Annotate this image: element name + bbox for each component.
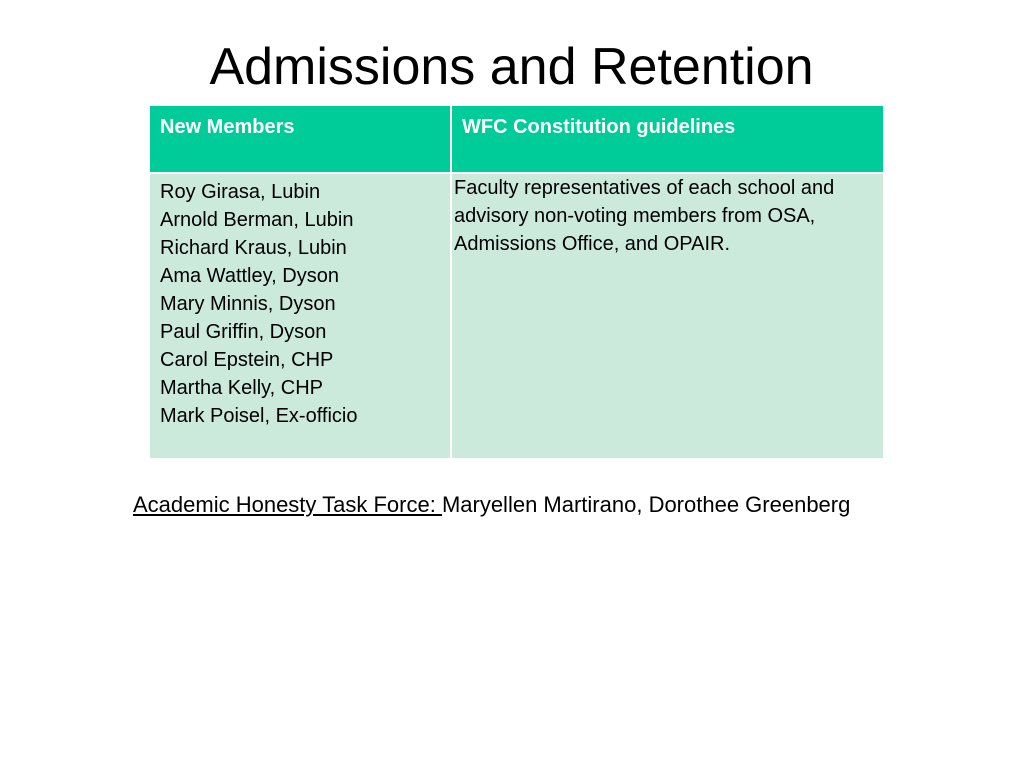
list-item: Carol Epstein, CHP	[160, 349, 334, 371]
task-force-label: Academic Honesty Task Force:	[133, 492, 442, 517]
header-new-members: New Members	[149, 105, 451, 173]
table-row	[149, 173, 884, 459]
list-item: Richard Kraus, Lubin	[160, 237, 347, 259]
list-item: Mary Minnis, Dyson	[160, 293, 336, 315]
list-item: Paul Griffin, Dyson	[160, 321, 327, 343]
guidelines-cell: Faculty representatives of each school and advisory non-voting members from OSA, Admissions Office, and OPAIR.	[451, 173, 884, 459]
task-force-note	[133, 491, 873, 519]
task-force-names: Maryellen Martirano, Dorothee Greenberg	[441, 492, 851, 517]
header-wfc-guidelines: WFC Constitution guidelines	[451, 105, 884, 173]
list-item: Roy Girasa, Lubin	[160, 181, 321, 203]
members-table-container	[148, 104, 885, 460]
slide-title: Admissions and Retention	[209, 38, 814, 96]
members-table	[148, 104, 885, 460]
new-members-cell	[149, 173, 451, 459]
list-item: Martha Kelly, CHP	[160, 377, 324, 399]
list-item: Mark Poisel, Ex-officio	[160, 405, 358, 427]
list-item: Arnold Berman, Lubin	[160, 209, 354, 231]
list-item: Ama Wattley, Dyson	[160, 265, 339, 287]
table-header-row	[149, 105, 884, 173]
